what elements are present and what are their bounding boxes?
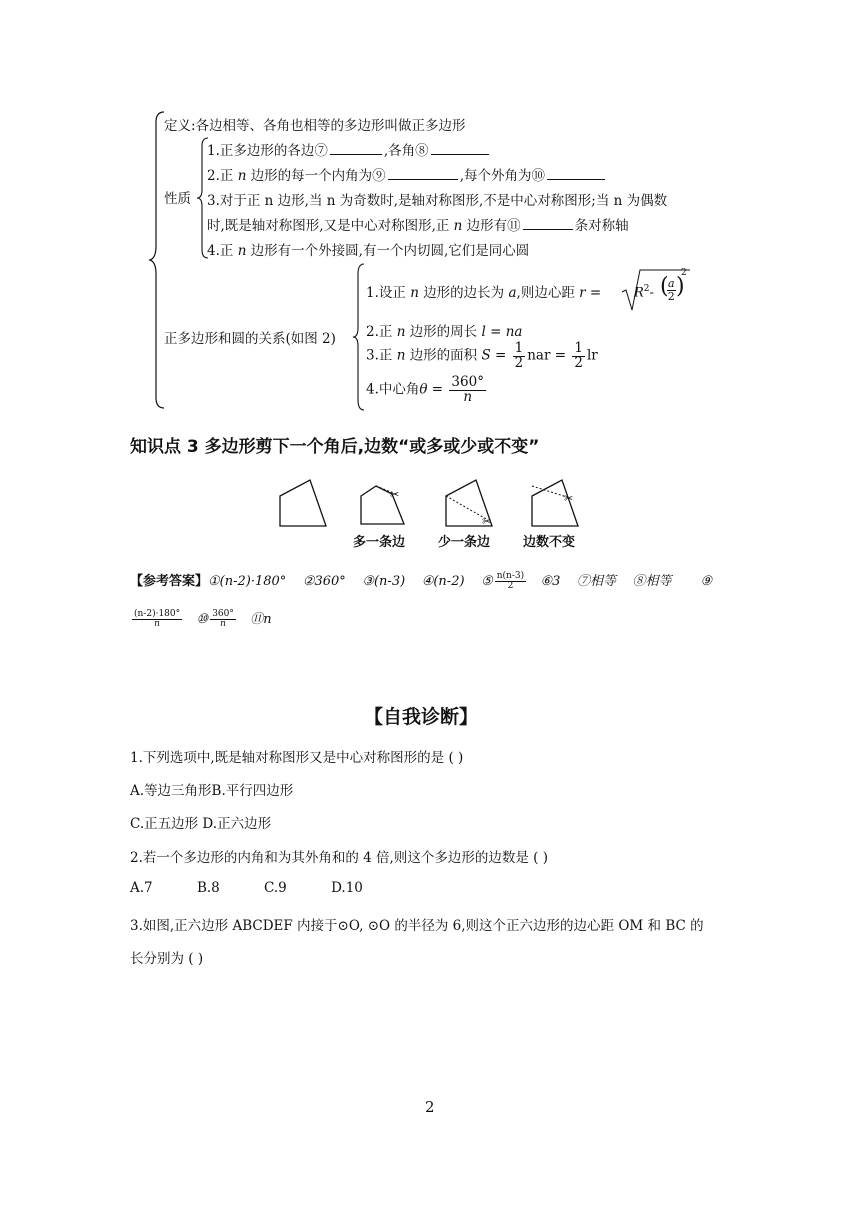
property-1: 1.正多边形的各边⑦ ,各角⑧	[207, 139, 491, 159]
paren-left: (	[660, 274, 669, 299]
blank-10	[547, 167, 605, 180]
answers-line-1: 【参考答案】①(n-2)·180° ②360° ③(n-3) ④(n-2) ⑤ $\frac{n(n-3)}{2}$ ⑥3 ⑦相等 ⑧相等 ⑨	[130, 571, 713, 591]
caption-same: 边数不变	[523, 535, 576, 550]
paren-right: )	[676, 274, 685, 299]
question-1: 1.下列选项中,既是轴对称图形又是中心对称图形的是 ( )	[130, 750, 464, 766]
question-2: 2.若一个多边形的内角和为其外角和的 4 倍,则这个多边形的边数是 ( )	[130, 850, 548, 866]
property-3-line2: 时,既是轴对称图形,又是中心对称图形,正 n 边形有⑪ 条对称轴	[207, 218, 629, 234]
knowledge-point-3-title: 知识点 3 多边形剪下一个角后,边数“或多或少或不变”	[130, 437, 540, 457]
caption-more: 多一条边	[353, 535, 406, 550]
question-3-line1: 3.如图,正六边形 ABCDEF 内接于⊙O, ⊙O 的半径为 6,则这个正六边形的边心距 OM 和 BC 的	[130, 918, 704, 934]
question-1-options-ab: A.等边三角形B.平行四边形	[130, 783, 294, 799]
quadrilateral-figure	[280, 480, 326, 526]
answer-5-frac: $\frac{n(n-3)}{2}$	[496, 571, 525, 591]
central-angle-frac: $\frac{360^\circ}{n}$	[451, 374, 484, 405]
page-number: 2	[425, 1098, 435, 1116]
self-diagnosis-title: 【自我诊断】	[364, 706, 479, 728]
definition-text: 定义:各边相等、各角也相等的多边形叫做正多边形	[164, 118, 466, 134]
blank-9	[388, 167, 458, 180]
area-frac-1: $\frac{1}{2}$	[514, 340, 524, 371]
question-1-options-cd: C.正五边形 D.正六边形	[130, 816, 272, 832]
answer-10-frac: $\frac{360^\circ}{n}$	[212, 609, 234, 629]
svg-text:✂: ✂	[390, 488, 400, 501]
svg-text:✂: ✂	[482, 515, 492, 528]
outer-brace	[148, 108, 172, 413]
answers-line-2: $\frac{(n-2)\cdot 180^\circ}{n}$ ⑩ $\frac{360^\circ}{n}$ ⑪n	[134, 609, 272, 629]
caption-less: 少一条边	[438, 535, 491, 550]
question-3-line2: 长分别为 ( )	[130, 951, 204, 967]
outer-square: 2	[681, 268, 687, 278]
relation-1: 1.设正 n 边形的边长为 a,则边心距 r =	[366, 285, 602, 301]
blank-7	[330, 142, 382, 155]
blank-11	[523, 217, 573, 230]
relation-2: 2.正 n 边形的周长 l = na	[366, 324, 523, 340]
property-2: 2.正 n 边形的每一个内角为⑨ ,每个外角为⑩	[207, 164, 607, 184]
sqrt-frac: a 2	[667, 277, 675, 304]
answer-9-frac: $\frac{(n-2)\cdot 180^\circ}{n}$	[134, 609, 181, 629]
relation-4: 4.中心角θ = $\frac{360^\circ}{n}$	[366, 374, 484, 405]
property-4: 4.正 n 边形有一个外接圆,有一个内切圆,它们是同心圆	[207, 243, 530, 259]
sqrt-content: $R^2-$	[634, 284, 654, 301]
question-2-options: A.7 B.8 C.9 D.10	[130, 880, 363, 896]
relation-3: 3.正 n 边形的面积 S = $\frac{1}{2}$ nar = $\frac{1}{2}$ lr	[366, 340, 598, 371]
circle-relation-label: 正多边形和圆的关系(如图 2)	[164, 331, 336, 347]
property-3-line1: 3.对于正 n 边形,当 n 为奇数时,是轴对称图形,不是中心对称图形;当 n 为偶数	[207, 193, 668, 209]
area-frac-2: $\frac{1}{2}$	[574, 340, 583, 371]
circle-relation-brace	[352, 262, 366, 412]
blank-8	[431, 142, 489, 155]
properties-label: 性质	[164, 191, 191, 207]
svg-text:✂: ✂	[564, 492, 574, 505]
